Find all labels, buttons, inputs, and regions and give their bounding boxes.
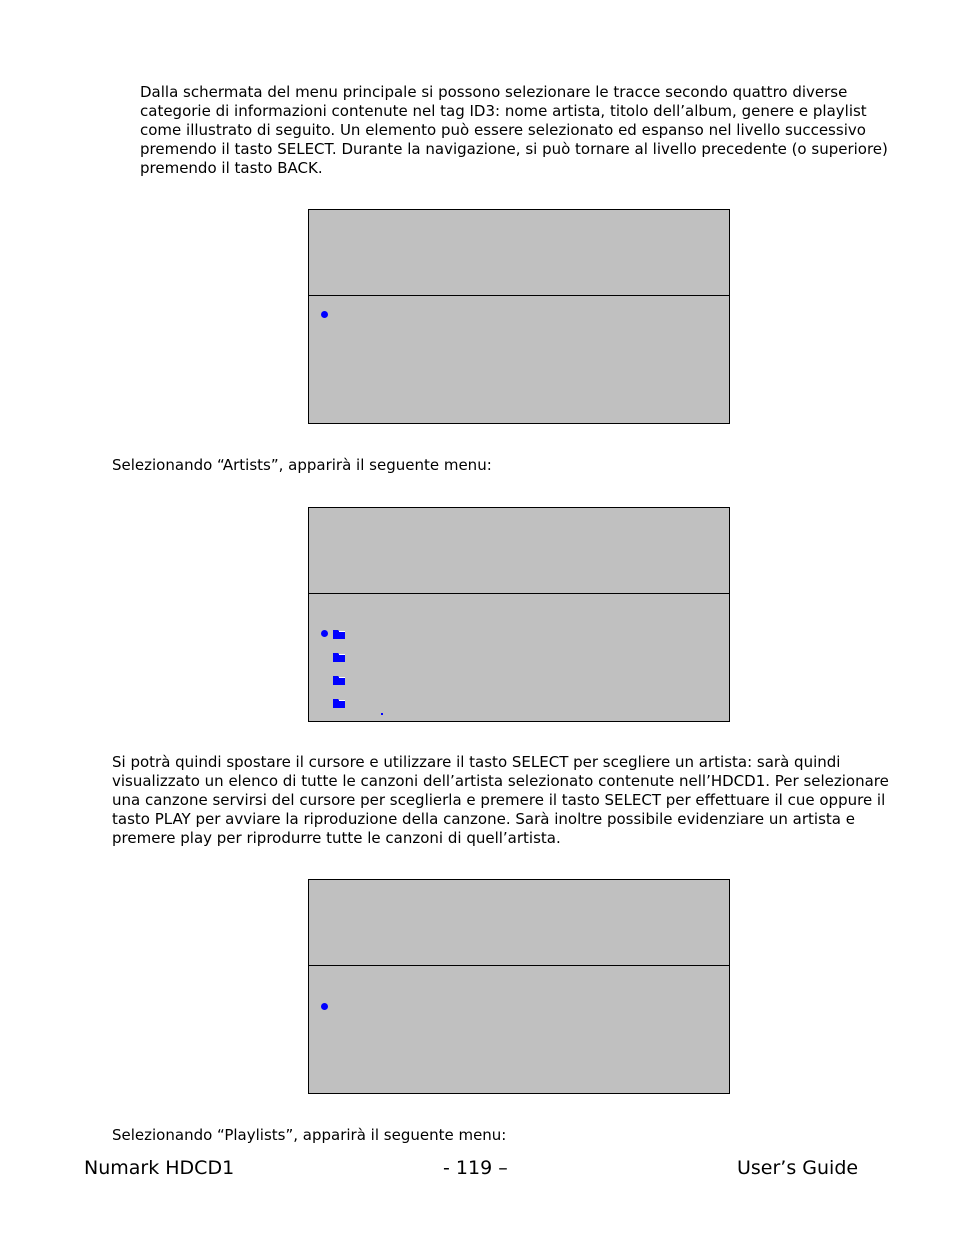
songs-menu-screen: [308, 879, 730, 1094]
intro-paragraph: Dalla schermata del menu principale si possono selezionare le tracce secondo quattro diverse categorie di informazioni contenute nel tag ID3: nome artista, titolo dell’album, genere e playlist come illustrato di seguito. Un elemento può essere selezionato ed espanso nel livello successivo premendo il tasto SELECT. Durante la navigazione, si può tornare al livello precedente (o superiore) premendo il tasto BACK.: [140, 83, 888, 177]
selection-bullet-icon: [321, 630, 328, 637]
footer-product-name: Numark HDCD1: [84, 1157, 235, 1179]
scroll-marker: [381, 713, 383, 715]
folder-icon: [333, 629, 345, 639]
playlists-caption: Selezionando “Playlists”, apparirà il seguente menu:: [112, 1126, 507, 1144]
artists-caption: Selezionando “Artists”, apparirà il seguente menu:: [112, 456, 492, 474]
artist-selection-paragraph: Si potrà quindi spostare il cursore e utilizzare il tasto SELECT per scegliere un artista: sarà quindi visualizzato un elenco di tutte le canzoni dell’artista selezionato contenute nell’HDCD1. Per selezionare una canzone servirsi del cursore per sceglierla e premere il tasto SELECT per effettuare il cue oppure il tasto PLAY per avviare la riproduzione della canzone. Sarà inoltre possibile evidenziare un artista e premere play per riprodurre tutte le canzoni di quell’artista.: [112, 753, 889, 847]
selection-bullet-icon: [321, 311, 328, 318]
screen-divider: [309, 295, 729, 296]
folder-icon: [333, 652, 345, 662]
screen-divider: [309, 965, 729, 966]
folder-icon: [333, 675, 345, 685]
selection-bullet-icon: [321, 1003, 328, 1010]
screen-divider: [309, 593, 729, 594]
footer-guide-title: User’s Guide: [737, 1157, 859, 1179]
main-menu-screen: [308, 209, 730, 424]
artists-menu-screen: [308, 507, 730, 722]
folder-icon: [333, 698, 345, 708]
footer-page-number: - 119 –: [443, 1157, 508, 1179]
